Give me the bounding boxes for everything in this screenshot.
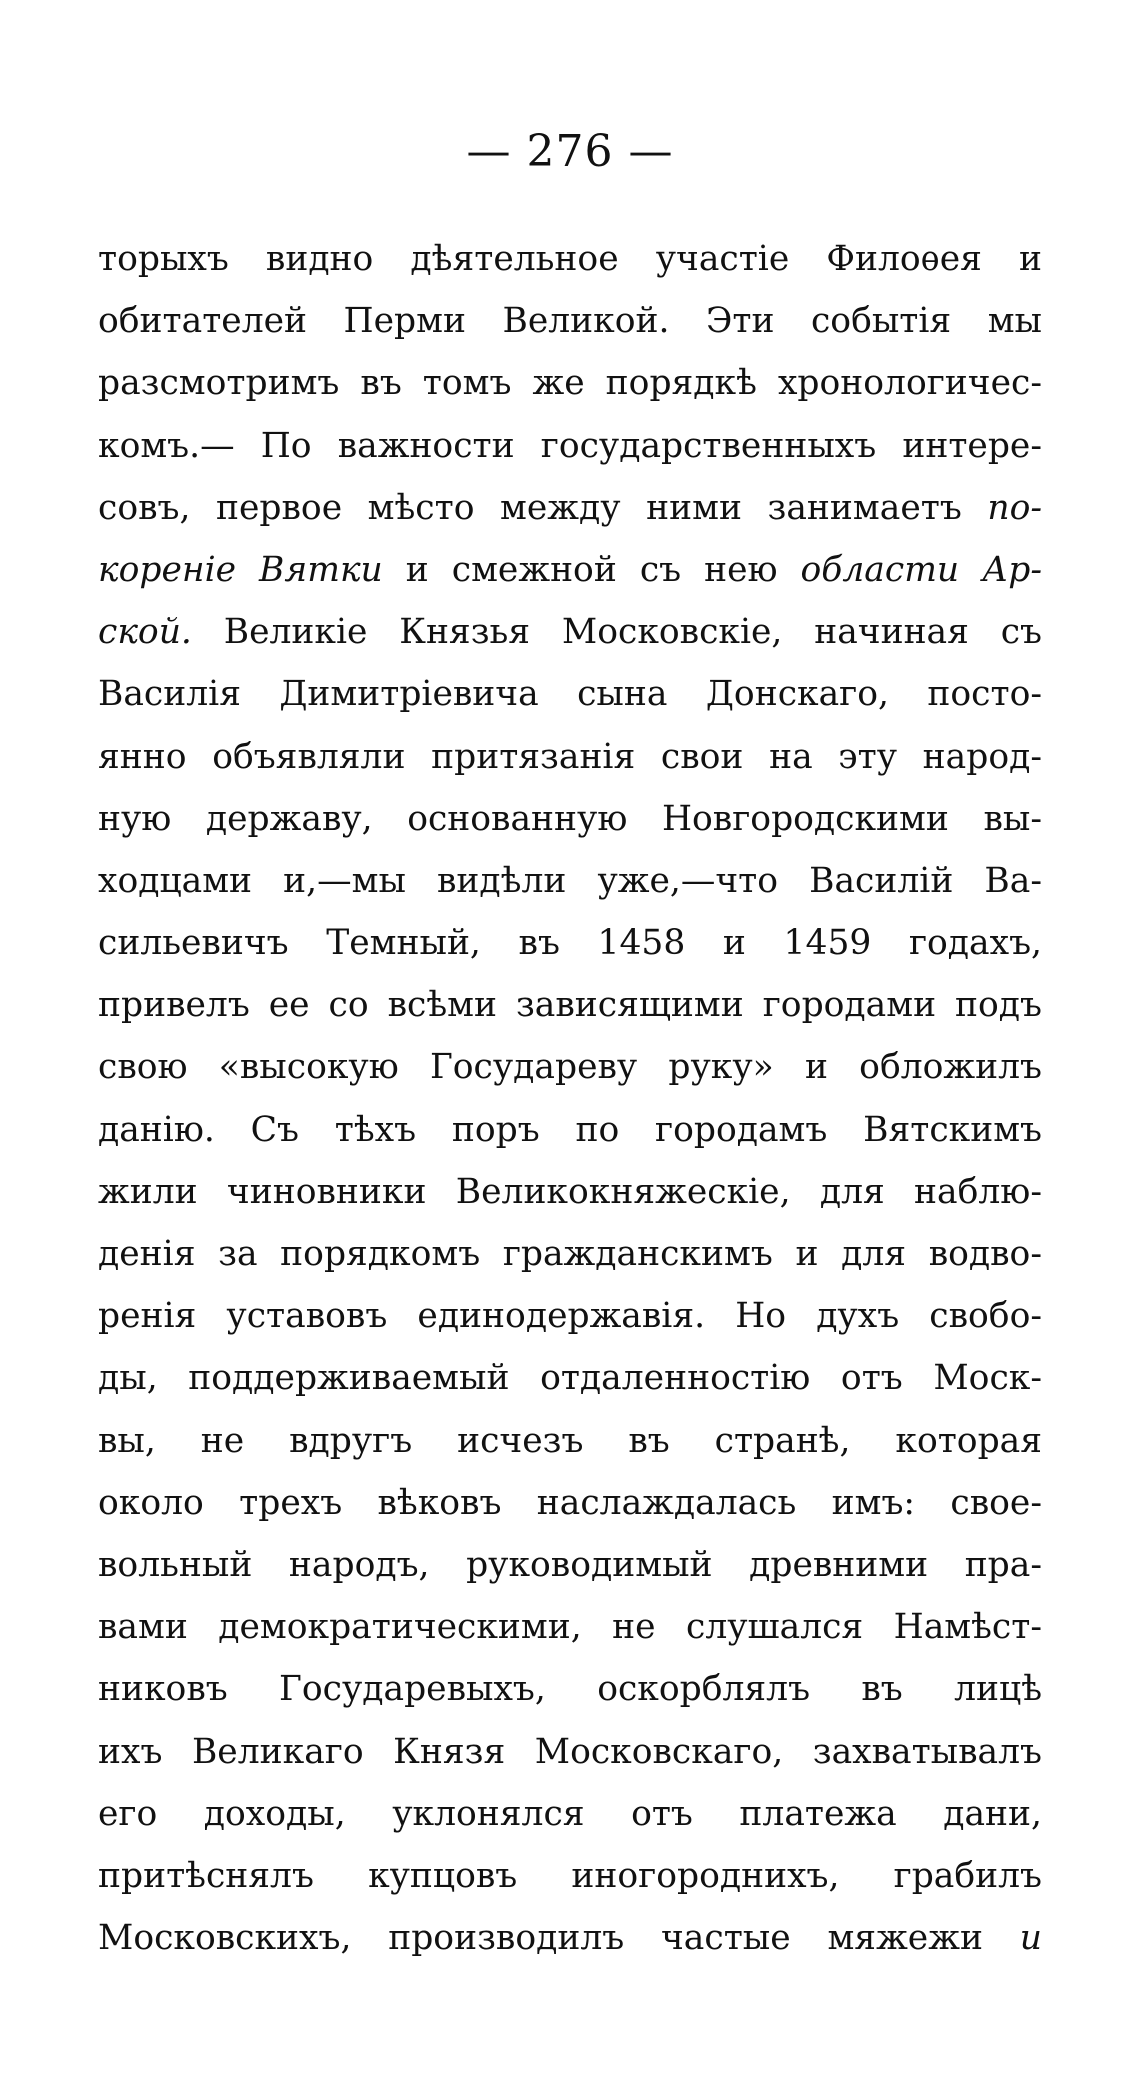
text-line (98, 912, 1042, 974)
text-segment: Московскихъ, производилъ частые мяжежи (98, 1918, 1020, 1959)
text-segment: его доходы, уклонялся отъ платежа дани, (98, 1793, 1042, 1834)
text-line (98, 415, 1042, 477)
text-segment: около трехъ вѣковъ наслаждалась имъ: свое- (98, 1482, 1042, 1523)
text-line (98, 974, 1042, 1036)
italic-text: и (1019, 1918, 1042, 1959)
italic-text: кореніе Вятки (98, 549, 383, 590)
text-line (98, 850, 1042, 912)
text-line (98, 1534, 1042, 1596)
text-segment: никовъ Государевыхъ, оскорблялъ въ лицѣ (98, 1669, 1042, 1710)
italic-text: ской. (98, 612, 192, 653)
text-line (98, 788, 1042, 850)
text-line (98, 1596, 1042, 1658)
text-segment: свою «высокую Государеву руку» и обложилъ (98, 1047, 1042, 1088)
text-line (98, 477, 1042, 539)
text-segment: данію. Съ тѣхъ поръ по городамъ Вятскимъ (98, 1109, 1042, 1150)
text-line (98, 1845, 1042, 1907)
text-line (98, 1223, 1042, 1285)
text-line (98, 1472, 1042, 1534)
text-line (98, 726, 1042, 788)
text-line (98, 601, 1042, 663)
text-line (98, 1099, 1042, 1161)
text-line (98, 663, 1042, 725)
text-segment: вами демократическими, не слушался Намѣст- (98, 1607, 1042, 1648)
body-text (98, 228, 1042, 1969)
text-segment: ихъ Великаго Князя Московскаго, захватывалъ (98, 1731, 1042, 1772)
text-line (98, 1907, 1042, 1969)
text-segment: ренія уставовъ единодержавія. Но духъ свобо- (98, 1296, 1042, 1337)
text-line (98, 1658, 1042, 1720)
text-segment: ды, поддерживаемый отдаленностію отъ Моск- (98, 1358, 1042, 1399)
text-segment: Василія Димитріевича сына Донскаго, посто- (98, 674, 1042, 715)
text-line (98, 228, 1042, 290)
text-segment: разсмотримъ въ томъ же порядкѣ хронологичес- (98, 363, 1042, 404)
text-segment: привелъ ее со всѣми зависящими городами подъ (98, 985, 1042, 1026)
text-segment: вы, не вдругъ исчезъ въ странѣ, которая (98, 1420, 1042, 1461)
text-line (98, 539, 1042, 601)
text-segment: сильевичъ Темный, въ 1458 и 1459 годахъ, (98, 923, 1042, 964)
text-line (98, 352, 1042, 414)
text-line (98, 1721, 1042, 1783)
text-line (98, 1410, 1042, 1472)
text-segment: жили чиновники Великокняжескіе, для наблю- (98, 1171, 1042, 1212)
text-segment: притѣснялъ купцовъ иногороднихъ, грабилъ (98, 1855, 1042, 1896)
text-segment: ходцами и,—мы видѣли уже,—что Василій Ва- (98, 860, 1042, 901)
text-segment: обитателей Перми Великой. Эти событія мы (98, 301, 1042, 342)
text-segment: ную державу, основанную Новгородскими вы- (98, 798, 1042, 839)
text-line (98, 1347, 1042, 1409)
italic-text: по- (987, 487, 1042, 528)
text-line (98, 1285, 1042, 1347)
text-segment: янно объявляли притязанія свои на эту народ- (98, 736, 1042, 777)
text-segment: денія за порядкомъ гражданскимъ и для водво- (98, 1234, 1042, 1274)
text-line (98, 1783, 1042, 1845)
text-segment: совъ, первое мѣсто между ними занимаетъ (98, 487, 988, 528)
text-segment: Великіе Князья Московскіе, начиная съ (191, 612, 1042, 653)
text-line (98, 1161, 1042, 1223)
text-line (98, 290, 1042, 352)
text-segment: и смежной съ нею (382, 549, 801, 590)
text-segment: комъ.— По важности государственныхъ интере- (98, 425, 1042, 466)
text-line (98, 1036, 1042, 1098)
text-segment: торыхъ видно дѣятельное участіе Филоѳея и (98, 239, 1042, 279)
text-segment: вольный народъ, руководимый древними пра- (98, 1544, 1042, 1585)
page-number: — 276 — (466, 126, 674, 177)
italic-text: области Ар- (800, 549, 1042, 590)
